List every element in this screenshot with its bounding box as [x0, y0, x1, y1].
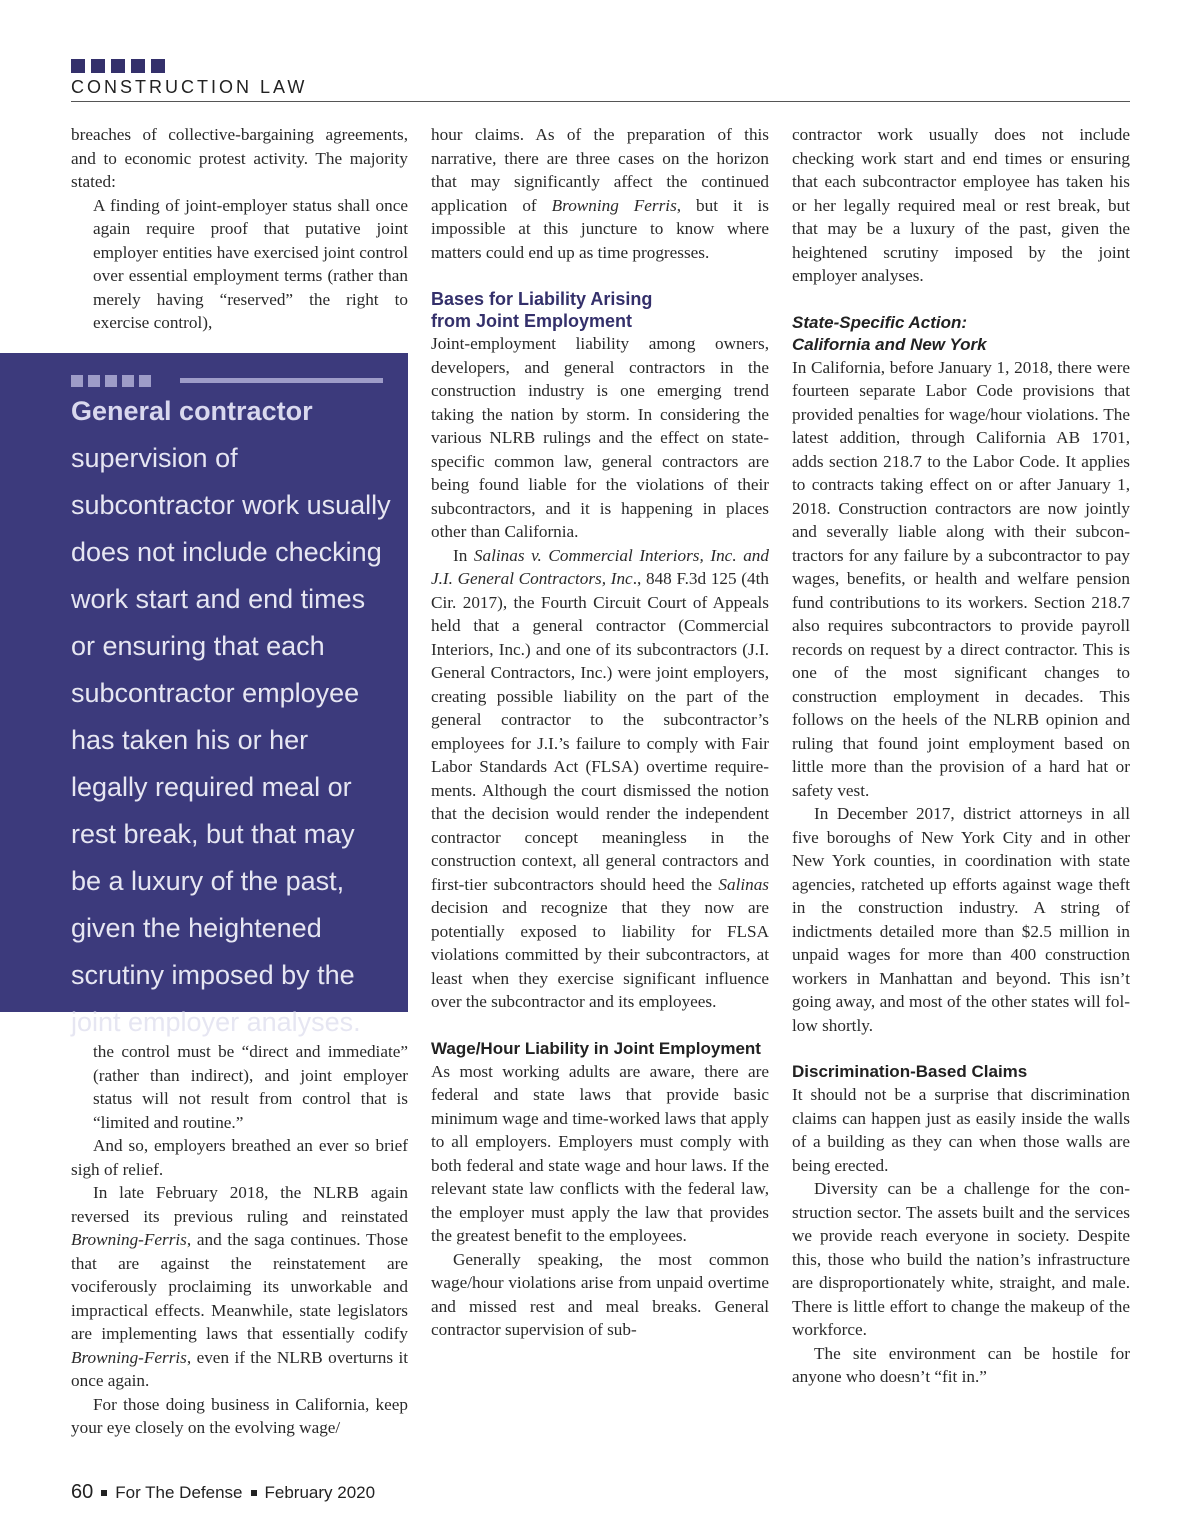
column-1-top	[71, 123, 408, 335]
marker-square	[131, 59, 145, 73]
section-label: CONSTRUCTION LAW	[71, 77, 308, 97]
marker-square	[122, 375, 134, 387]
case-name: Salinas v. Commercial Interiors, Inc. and J.I. General Contractors, Inc	[431, 545, 769, 588]
case-name: Browning-Ferris	[71, 1230, 187, 1249]
marker-square	[88, 375, 100, 387]
marker-square	[105, 375, 117, 387]
marker-square	[71, 59, 85, 73]
text-run: decision and recognize that they now are potentially exposed to liability for FLSA violations committed by their subcontractors, at least when they exercise significant influence over the subcontractor and its employees.	[431, 898, 769, 1011]
paragraph	[431, 544, 769, 1014]
text-run: In late February 2018, the NLRB again reversed its previous ruling and reinstated	[71, 1183, 408, 1226]
pull-quote-bar	[180, 378, 383, 383]
section-heading	[792, 312, 1130, 356]
separator-dot	[251, 1490, 257, 1496]
pull-quote-body: supervision of subcontractor work usually does not include checking work start and end times or ensuring that each subcontractor employee has taken his or her legally required meal or rest break, but that may be a luxury of the past, given the heightened scrutiny imposed by the joint employer analyses.	[71, 443, 391, 1037]
case-name: Salinas	[718, 874, 769, 894]
paragraph: Diversity can be a challenge for the construction sector. The assets built and the services we provide reach everyone in society. Despite this, those who build the nation’s infrastructure are disproportionately white, straight, and male. There is little effort to change the makeup of the workforce.	[792, 1179, 1130, 1339]
paragraph: It should not be a surprise that discrimination claims can happen just as easily inside the walls of a building as they can when those walls are being erected.	[792, 1085, 1130, 1175]
text-run: , and the saga continues. Those that are against the reinstatement are vociferously proclaiming its unworkable and impractical effects. Meanwhile, state legislators are implementing laws that essentially codify	[71, 1230, 408, 1343]
section-heading	[431, 288, 769, 332]
text-run: , but it is impossible at this juncture to know where matters could end up as time progresses.	[431, 195, 770, 262]
text-run: In	[453, 545, 474, 565]
marker-square	[111, 59, 125, 73]
header-rule	[71, 101, 1130, 102]
publication-name: For The Defense	[115, 1482, 243, 1502]
text-run: , even if the NLRB overturns it once again.	[71, 1347, 408, 1390]
paragraph	[71, 1181, 408, 1393]
paragraph: In December 2017, district attorneys in all five boroughs of New York City and in other New York counties, in coordination with state agencies, ratcheted up efforts against wage theft in the construction industry. A string of indictments detailed more than $2.5 million in unpaid wages for more than 400 construction workers in Manhattan and beyond. This isn’t going away, and most of the other states will follow shortly.	[792, 804, 1130, 1035]
text-run: ., 848 F.3d 125 (4th Cir. 2017), the Fourth Circuit Court of Appeals held that a general contractor (Commercial Interiors, Inc.) and one of its subcontractors (J.I. General Contractors, Inc.) were joint employers, creating possible liability on the part of the general contractor to the subcontractor’s employees for J.I.’s failure to comply with Fair Labor Standards Act (FLSA) overtime requirements. Although the court dismissed the notion that the decision would render the independent contractor concept meaningless in the construction context, all general contractors and first-tier subcontractors should heed the	[431, 569, 769, 894]
paragraph: The site environment can be hostile for anyone who doesn’t “fit in.”	[792, 1343, 1130, 1386]
pull-quote-lead: General contractor	[71, 396, 313, 426]
paragraph: In California, before January 1, 2018, there were fourteen separate Labor Code provisions that provided penalties for wage/hour violations. The latest addition, through California AB 1701, adds section 218.7 to the Labor Code. It applies to contracts taking effect on or after January 1, 2018. Construction contractors are now jointly and severally liable along with their subcontractors for any failure by a subcontractor to pay wages, benefits, or health and welfare pension fund contributions to its workers. Section 218.7 also requires subcontractors to provide payroll records on request by a direct contractor. This is one of the most significant changes to construction employment in decades. This follows on the heels of the NLRB opinion and ruling that found joint employment based on little more than the provision of a hard hat or safety vest.	[792, 357, 1130, 800]
text-run: hour claims. As of the preparation of this narrative, there are three cases on the horizon that may significantly affect the continued application of	[431, 125, 769, 215]
heading-line: State-Specific Action:	[792, 312, 968, 332]
column-3	[792, 123, 1130, 1389]
paragraph	[431, 123, 769, 264]
paragraph: And so, employers breathed an ever so brief sigh of relief.	[71, 1136, 408, 1179]
paragraph: Generally speaking, the most common wage/hour violations arise from unpaid overtime and missed rest and meal breaks. General contractor supervision of sub-	[431, 1249, 769, 1339]
paragraph: Joint-employment liability among owners, developers, and general contractors in the construction industry is one emerging trend taking the nation by storm. In considering the various NLRB rulings and the effect on state-specific common law, general contractors are being found liable for the violations of their subcontractors, and it is happening in places other than California.	[431, 334, 769, 541]
paragraph: For those doing business in California, keep your eye closely on the evolving wage/	[71, 1394, 408, 1437]
section-marker-squares	[71, 59, 165, 73]
page-footer	[71, 1481, 375, 1504]
section-heading: Wage/Hour Liability in Joint Employment	[431, 1038, 761, 1058]
issue-date: February 2020	[264, 1482, 376, 1502]
heading-line: California and New York	[792, 334, 987, 354]
paragraph: As most working adults are aware, there are federal and state laws that provide basic minimum wage and time-worked laws that apply to all employers. Employers must comply with both federal and state wage and hour laws. If the relevant state law conflicts with the federal law, the employer must apply the law that provides the greatest benefit to the employees.	[431, 1061, 769, 1245]
pull-quote-text	[71, 388, 391, 1046]
marker-square	[139, 375, 151, 387]
block-quote-continued: the control must be “direct and immediate” (rather than indirect), and joint employer status will not result from control that is “limited and routine.”	[93, 1042, 408, 1132]
section-heading: Discrimination-Based Claims	[792, 1062, 1028, 1081]
marker-square	[71, 375, 83, 387]
marker-square	[91, 59, 105, 73]
paragraph: breaches of collective-bargaining agreements, and to economic protest activity. The majority stated:	[71, 125, 408, 191]
case-name: Browning-Ferris	[71, 1347, 187, 1367]
block-quote: A finding of joint-employer status shall once again require proof that putative joint employer entities have exercised joint control over essential employment terms (rather than merely having “reserved” the right to exercise control),	[93, 195, 408, 332]
paragraph: contractor work usually does not include checking work start and end times or ensuring that each subcontractor employee has taken his or her legally required meal or rest break, but that may be a luxury of the past, given the heightened scrutiny imposed by the joint employer analyses.	[792, 125, 1130, 285]
heading-line: Bases for Liability Arising	[431, 289, 653, 309]
marker-square	[151, 59, 165, 73]
heading-line: from Joint Employment	[431, 311, 633, 331]
page-number: 60	[71, 1481, 94, 1503]
case-name: Browning Ferris	[551, 195, 677, 215]
pull-quote-squares	[71, 375, 151, 387]
pull-quote-box	[0, 353, 408, 1037]
separator-dot	[101, 1490, 107, 1496]
column-2	[431, 123, 769, 1342]
column-1-bottom	[71, 1040, 408, 1440]
